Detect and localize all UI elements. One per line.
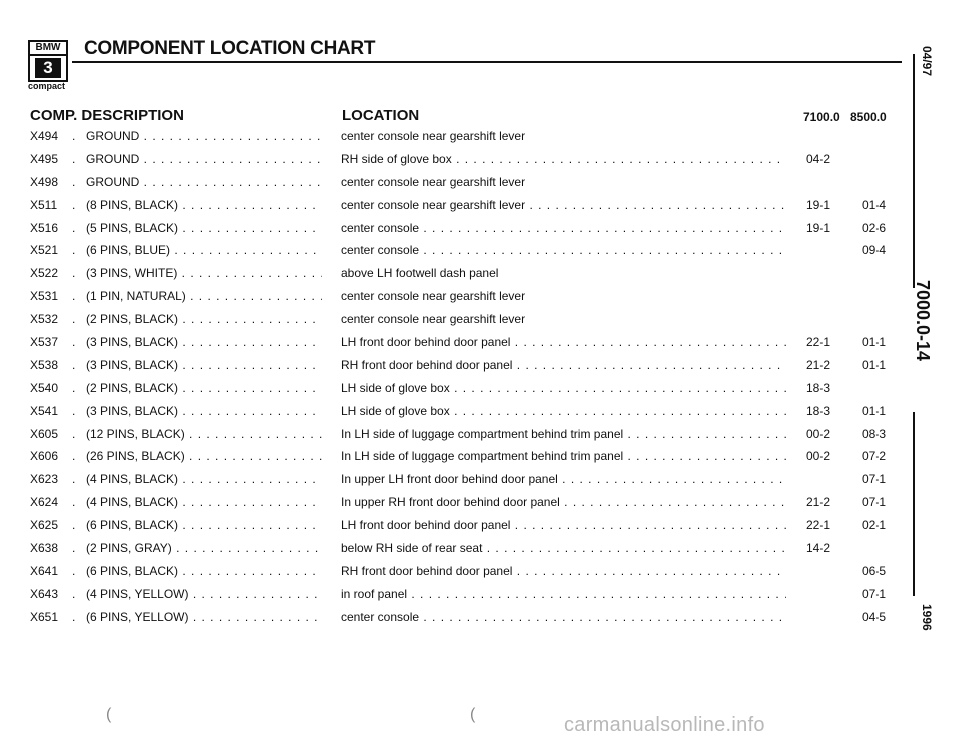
row-separator: . [72,472,76,487]
table-row [0,422,900,445]
page-title: COMPONENT LOCATION CHART [84,38,376,59]
row-separator: . [72,563,76,578]
component-code: X498 [30,174,59,189]
ref-8500: 08-3 [861,426,887,441]
component-code: X494 [30,129,59,143]
sidebar-rule-bottom [913,412,915,596]
component-location: below RH side of rear seat . . . [341,541,786,555]
component-description: (6 PINS, BLUE) . . . [86,243,322,257]
component-description: (26 PINS, BLACK) . . . [86,449,322,463]
component-location: RH front door behind door panel . . . [341,564,786,578]
ref-7100: 19-1 [806,220,831,235]
component-code: X605 [30,426,59,441]
ref-7100: 14-2 [806,541,831,556]
row-separator: . [72,197,76,212]
component-code: X643 [30,586,59,601]
table-row [0,238,900,261]
component-description: (4 PINS, YELLOW) . . . [86,587,322,601]
ref-7100: 00-2 [806,449,831,464]
model-year: 1996 [920,604,934,631]
component-code: X540 [30,380,59,395]
ref-8500: 02-6 [861,220,887,235]
row-separator: . [72,151,76,166]
row-separator: . [72,335,76,350]
component-location: center console near gearshift lever [341,174,526,189]
ref-7100: 04-2 [806,151,831,166]
row-separator: . [72,495,76,510]
component-description: GROUND . . . [86,175,322,189]
ref-8500: 07-1 [861,586,887,601]
ref-8500: 04-5 [861,609,887,624]
table-row [0,467,900,490]
table-row [0,170,900,193]
component-code: X606 [30,449,59,464]
component-code: X641 [30,563,59,578]
component-location: center console near gearshift lever . . . [341,198,786,212]
row-separator: . [72,586,76,601]
component-description: (6 PINS, YELLOW) . . . [86,610,322,624]
table-row [0,559,900,582]
component-location: center console . . . [341,243,786,257]
component-code: X532 [30,312,59,327]
logo-series: 3 [35,58,61,78]
component-description: (2 PINS, BLACK) . . . [86,312,322,326]
column-header-comp: COMP. DESCRIPTION [30,107,184,124]
row-separator: . [72,426,76,441]
ref-8500: 06-5 [861,563,887,578]
component-description: (1 PIN, NATURAL) . . . [86,289,322,303]
row-separator: . [72,609,76,624]
component-description: GROUND . . . [86,152,322,166]
component-code: X625 [30,518,59,533]
component-code: X624 [30,495,59,510]
table-row [0,147,900,170]
table-row [0,582,900,605]
component-description: (5 PINS, BLACK) . . . [86,221,322,235]
component-code: X522 [30,266,59,281]
component-code: X531 [30,289,59,304]
table-row [0,536,900,559]
table-row [0,376,900,399]
bmw-logo [28,40,68,82]
row-separator: . [72,449,76,464]
table-row [0,261,900,284]
logo-subtitle: compact [28,81,66,91]
table-row [0,513,900,536]
component-description: (4 PINS, BLACK) . . . [86,472,322,486]
table-row [0,605,900,628]
ref-8500: 01-1 [861,357,887,372]
component-code: X521 [30,243,59,258]
table-row [0,444,900,467]
component-description: (8 PINS, BLACK) . . . [86,198,322,212]
table-row [0,216,900,239]
watermark: carmanualsonline.info [564,714,765,736]
ref-8500: 09-4 [861,243,887,258]
component-description: (3 PINS, BLACK) . . . [86,335,322,349]
component-location: LH side of glove box . . . [341,404,786,418]
sidebar-rule-top [913,54,915,288]
component-location: center console near gearshift lever [341,129,526,143]
column-header-location: LOCATION [342,107,420,124]
row-separator: . [72,243,76,258]
component-description: (4 PINS, BLACK) . . . [86,495,322,509]
component-code: X537 [30,335,59,350]
ref-7100: 22-1 [806,518,831,533]
table-row [0,307,900,330]
row-separator: . [72,541,76,556]
component-location: In LH side of luggage compartment behind trim panel . . . [341,449,786,463]
component-code: X516 [30,220,59,235]
component-location: in roof panel . . . [341,587,786,601]
table-row [0,330,900,353]
ref-8500: 02-1 [861,518,887,533]
table-row [0,193,900,216]
component-location: center console . . . [341,221,786,235]
row-separator: . [72,289,76,304]
row-separator: . [72,518,76,533]
component-location: center console . . . [341,610,786,624]
ref-8500: 01-1 [861,403,887,418]
component-code: X511 [30,197,58,212]
row-separator: . [72,220,76,235]
component-code: X538 [30,357,59,372]
row-separator: . [72,312,76,327]
logo-brand: BMW [30,42,66,56]
column-header-7100: 7100.0 [803,110,840,124]
scan-mark: ( [106,706,112,723]
component-table [0,124,900,628]
table-row [0,353,900,376]
table-row [0,490,900,513]
column-header-8500: 8500.0 [850,110,887,124]
row-separator: . [72,357,76,372]
component-code: X651 [30,609,59,624]
page-number: 7000.0-14 [913,280,933,362]
component-description: (3 PINS, BLACK) . . . [86,404,322,418]
component-location: LH front door behind door panel . . . [341,335,786,349]
table-row [0,124,900,147]
component-code: X638 [30,541,59,556]
ref-8500: 01-1 [861,335,887,350]
ref-8500: 07-1 [861,472,887,487]
component-code: X541 [30,403,59,418]
ref-7100: 18-3 [806,403,831,418]
row-separator: . [72,129,76,143]
ref-7100: 18-3 [806,380,831,395]
component-description: GROUND . . . [86,129,322,143]
component-location: In upper RH front door behind door panel . . . [341,495,786,509]
row-separator: . [72,403,76,418]
table-row [0,284,900,307]
component-location: center console near gearshift lever [341,312,526,327]
component-location: LH front door behind door panel . . . [341,518,786,532]
component-location: center console near gearshift lever [341,289,526,304]
ref-7100: 19-1 [806,197,831,212]
scan-mark: ( [470,706,476,723]
component-code: X623 [30,472,59,487]
title-rule [72,61,902,63]
component-description: (12 PINS, BLACK) . . . [86,427,322,441]
component-location: RH front door behind door panel . . . [341,358,786,372]
component-location: LH side of glove box . . . [341,381,786,395]
ref-7100: 22-1 [806,335,831,350]
component-description: (6 PINS, BLACK) . . . [86,564,322,578]
ref-7100: 21-2 [806,357,831,372]
component-location: In LH side of luggage compartment behind trim panel . . . [341,427,786,441]
ref-8500: 07-2 [861,449,887,464]
table-row [0,399,900,422]
component-code: X495 [30,151,59,166]
ref-7100: 00-2 [806,426,831,441]
row-separator: . [72,380,76,395]
component-description: (6 PINS, BLACK) . . . [86,518,322,532]
component-description: (3 PINS, BLACK) . . . [86,358,322,372]
component-location: In upper LH front door behind door panel . . . [341,472,786,486]
revision-date: 04/97 [920,46,934,77]
row-separator: . [72,266,76,281]
component-description: (2 PINS, BLACK) . . . [86,381,322,395]
ref-7100: 21-2 [806,495,831,510]
component-location: above LH footwell dash panel [341,266,499,281]
component-description: (3 PINS, WHITE) . . . [86,266,322,280]
component-description: (2 PINS, GRAY) . . . [86,541,322,555]
component-location: RH side of glove box . . . [341,152,786,166]
row-separator: . [72,174,76,189]
ref-8500: 01-4 [861,197,887,212]
ref-8500: 07-1 [861,495,887,510]
